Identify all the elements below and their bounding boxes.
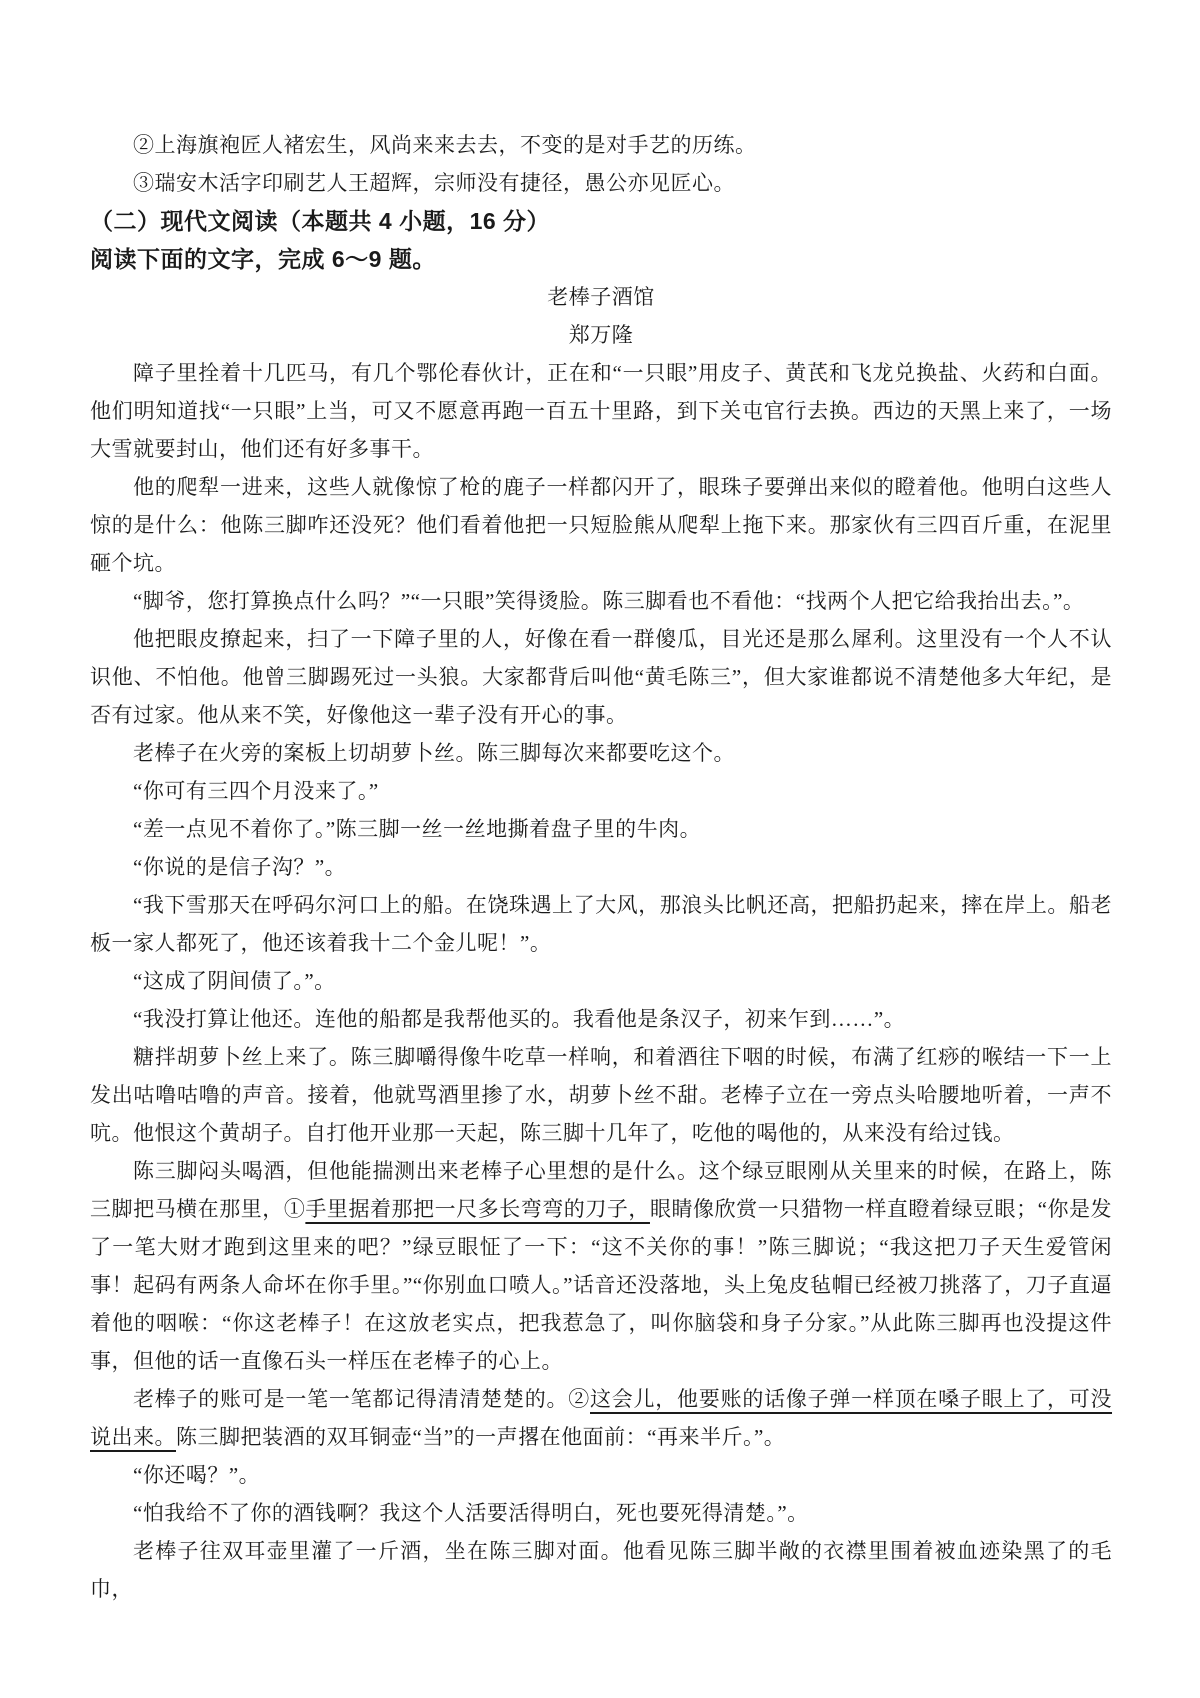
paragraph [90,468,1112,582]
paragraph [90,1152,1112,1380]
paragraph [90,1494,1112,1532]
text-segment: “你可有三四个月没来了。” [133,779,379,803]
paragraph [90,772,1112,810]
text-segment: “脚爷，您打算换点什么吗？”“一只眼”笑得烫脸。陈三脚看也不看他：“找两个人把它给我抬出去。”。 [133,589,1085,613]
paragraph [90,582,1112,620]
intro-item: ②上海旗袍匠人褚宏生，风尚来来去去，不变的是对手艺的历练。 [133,133,757,157]
section-header: （二）现代文阅读（本题共 4 小题，16 分） [90,208,551,234]
text-segment: 他的爬犁一进来，这些人就像惊了枪的鹿子一样都闪开了，眼珠子要弹出来似的瞪着他。他明白这些人惊的是什么：他陈三脚咋还没死？他们看着他把一只短脸熊从爬犁上拖下来。那家伙有三四百斤重，在泥里砸个坑。 [90,475,1112,575]
reading-instruction: 阅读下面的文字，完成 6～9 题。 [90,246,436,272]
text-segment: “差一点见不着你了。”陈三脚一丝一丝地撕着盘子里的牛肉。 [133,817,702,841]
paragraph [90,1456,1112,1494]
intro-list [90,126,1112,202]
paragraph [90,1532,1112,1608]
underlined-segment: 这会儿，他要账的话像子弹一样顶在嗓子眼上了，可没说出来。 [90,1387,1113,1449]
text-segment: 障子里拴着十几匹马，有几个鄂伦春伙计，正在和“一只眼”用皮子、黄芪和飞龙兑换盐、火药和白面。他们明知道找“一只眼”上当，可又不愿意再跑一百五十里路，到下关屯官行去换。西边的天黑上来了，一场大雪就要封山，他们还有好多事干。 [90,361,1112,461]
paragraph [90,620,1112,734]
text-segment: 老棒子往双耳壶里灌了一斤酒，坐在陈三脚对面。他看见陈三脚半敞的衣襟里围着被血迹染黑了的毛巾， [90,1539,1112,1601]
text-segment: 陈三脚把装酒的双耳铜壶“当”的一声撂在他面前：“再来半斤。”。 [176,1425,786,1449]
text-segment: “怕我给不了你的酒钱啊？我这个人活要活得明白，死也要死得清楚。”。 [133,1501,809,1525]
text-segment: “我没打算让他还。连他的船都是我帮他买的。我看他是条汉子，初来乍到……”。 [133,1007,906,1031]
text-segment: “这成了阴间债了。”。 [133,969,336,993]
text-segment: “你还喝？”。 [133,1463,261,1487]
text-segment: 老棒子在火旁的案板上切胡萝卜丝。陈三脚每次来都要吃这个。 [133,741,735,765]
intro-item: ③瑞安木活字印刷艺人王超辉，宗师没有捷径，愚公亦见匠心。 [133,171,735,195]
text-segment: 糖拌胡萝卜丝上来了。陈三脚嚼得像牛吃草一样响，和着酒往下咽的时候，布满了红痧的喉结一下一上发出咕噜咕噜的声音。接着，他就骂酒里掺了水，胡萝卜丝不甜。老棒子立在一旁点头哈腰地听着，一声不吭。他恨这个黄胡子。自打他开业那一天起，陈三脚十几年了，吃他的喝他的，从来没有给过钱。 [90,1045,1112,1145]
paragraph [90,1380,1112,1456]
article-body [90,354,1112,1608]
underlined-segment: 手里据着那把一尺多长弯弯的刀子， [305,1197,650,1221]
paragraph [90,848,1112,886]
article-author: 郑万隆 [568,323,634,347]
text-segment: “我下雪那天在呼码尔河口上的船。在饶珠遇上了大风，那浪头比帆还高，把船扔起来，摔在岸上。船老板一家人都死了，他还该着我十二个金儿呢！”。 [90,893,1112,955]
text-segment: 老棒子的账可是一笔一笔都记得清清楚楚的。② [133,1387,590,1411]
paragraph [90,734,1112,772]
paragraph [90,1038,1112,1152]
text-segment: “你说的是信子沟？”。 [133,855,347,879]
paragraph [90,354,1112,468]
paragraph [90,810,1112,848]
paragraph [90,886,1112,962]
paragraph [90,1000,1112,1038]
text-segment: 陈三脚闷头喝酒，但他能揣测出来老棒子心里想的是什么。这个绿豆眼刚从关里来的时候，在路上，陈三脚把马横在那里，① [90,1159,1112,1221]
article-title: 老棒子酒馆 [547,285,655,309]
text-segment: 他把眼皮撩起来，扫了一下障子里的人，好像在看一群傻瓜，目光还是那么犀利。这里没有一个人不认识他、不怕他。他曾三脚踢死过一头狼。大家都背后叫他“黄毛陈三”，但大家谁都说不清楚他多大年纪，是否有过家。他从来不笑，好像他这一辈子没有开心的事。 [90,627,1112,727]
text-segment: 眼睛像欣赏一只猎物一样直瞪着绿豆眼；“你是发了一笔大财才跑到这里来的吧？”绿豆眼怔了一下：“这不关你的事！”陈三脚说；“我这把刀子天生爱管闲事！起码有两条人命坏在你手里。”“你别血口喷人。”话音还没落地，头上兔皮毡帽已经被刀挑落了，刀子直逼着他的咽喉：“你这老棒子！在这放老实点，把我惹急了，叫你脑袋和身子分家。”从此陈三脚再也没提这件事，但他的话一直像石头一样压在老棒子的心上。 [90,1197,1113,1373]
paragraph [90,962,1112,1000]
